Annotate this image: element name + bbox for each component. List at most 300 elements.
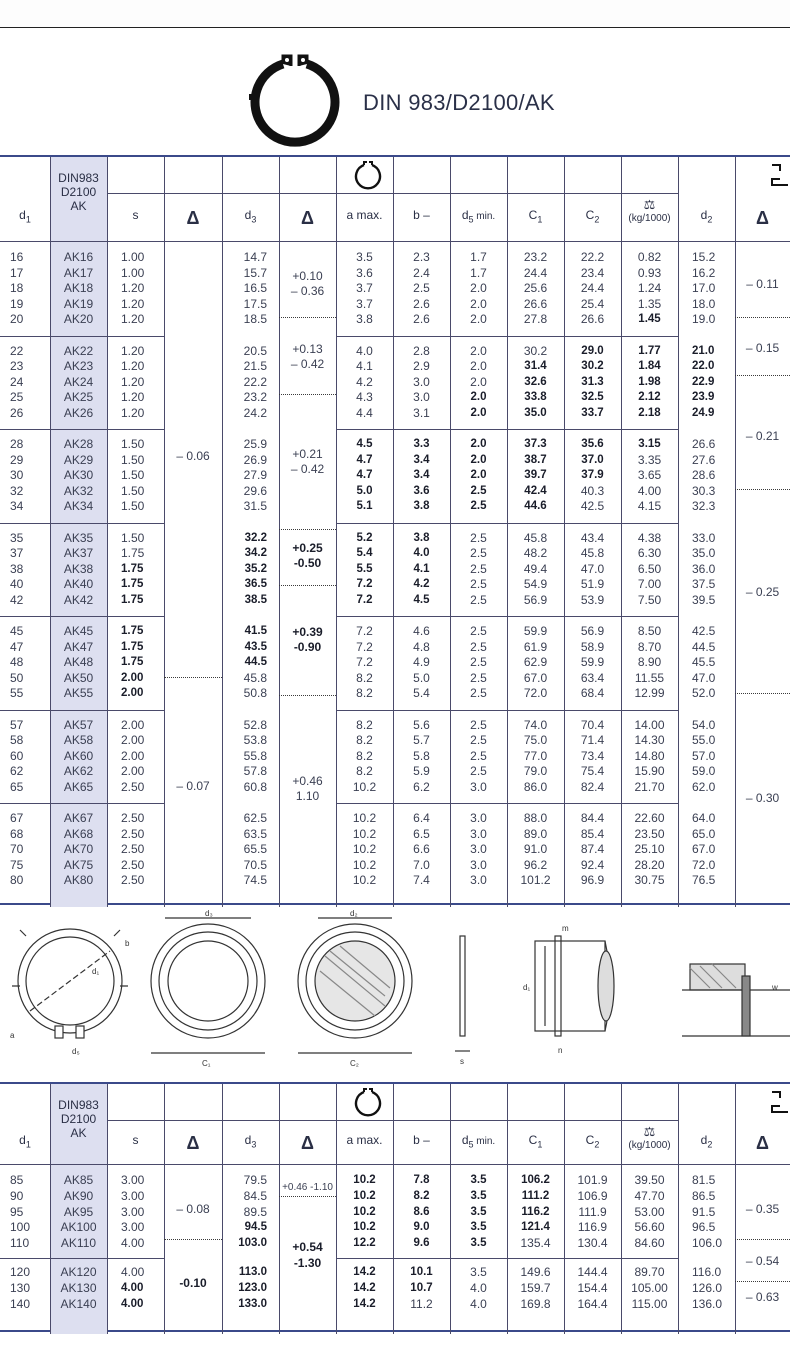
cell-b: 6.6: [413, 842, 430, 856]
cell-a: 4.3: [356, 390, 373, 404]
cell-d5: 3.5: [470, 1189, 487, 1202]
cell-d5: 2.5: [470, 670, 487, 685]
cell-d3: 50.8: [243, 686, 267, 700]
col-header-d1: [0, 1133, 50, 1149]
cell-d2: 21.0: [692, 344, 715, 357]
cell-d3: 17.5: [243, 296, 267, 311]
cell-c2: 130.4: [577, 1236, 608, 1251]
cell-b: 2.5: [413, 281, 430, 295]
cell-s: 1.50: [121, 530, 145, 545]
label-a: a: [10, 1031, 15, 1040]
cell-a: 5.1: [356, 500, 373, 512]
cell-w: 11.55: [634, 670, 665, 685]
cell-c1: 44.6: [524, 500, 547, 512]
cell-a: 3.8: [356, 312, 373, 326]
cell-c2: 29.0: [581, 344, 604, 357]
cell-c2: 106.9: [577, 1188, 608, 1203]
column-divider: [393, 157, 394, 907]
col-header-d1-sub: 1: [25, 1139, 31, 1150]
cell-w: 21.70: [634, 779, 665, 794]
cell-b: 10.7: [410, 1281, 433, 1294]
cell-c1: 56.9: [523, 592, 548, 607]
cell-a: 10.2: [352, 857, 377, 872]
cell-d5: 3.5: [470, 1237, 487, 1250]
s-tolerance: -0.10: [179, 1276, 207, 1290]
cell-b: 6.5: [413, 826, 430, 841]
cell-ak: AK29: [63, 452, 94, 467]
cell-w: 47.70: [634, 1188, 665, 1203]
col-header-delta-d3: Δ: [301, 208, 314, 228]
cell-ak: AK37: [63, 546, 94, 560]
label-w: w: [772, 983, 778, 992]
cell-d2: 17.0: [692, 281, 716, 295]
cell-d1: 110: [10, 1236, 30, 1251]
cell-d1: 85: [10, 1173, 24, 1187]
cell-d3: 25.9: [243, 437, 267, 451]
cell-c2: 116.9: [577, 1220, 608, 1235]
cell-d5: 2.5: [470, 764, 487, 778]
cell-a: 10.2: [352, 811, 377, 825]
cell-b: 9.6: [413, 1237, 430, 1250]
cell-w: 14.80: [634, 748, 665, 763]
dimension-table-1: [0, 155, 790, 905]
cell-d5: 2.0: [470, 453, 487, 466]
cell-ak: AK47: [63, 639, 94, 654]
cell-a: 10.2: [352, 873, 377, 887]
cell-d1: 62: [10, 764, 24, 778]
cell-c1: 61.9: [523, 639, 548, 654]
cell-d5: 2.5: [470, 530, 487, 545]
cell-d2: 57.0: [692, 748, 716, 763]
cell-c1: 89.0: [523, 826, 548, 841]
cell-s: 4.00: [121, 1265, 145, 1279]
d3-tolerance: -1.30: [293, 1256, 322, 1270]
cell-c2: 26.6: [580, 312, 605, 326]
cell-b: 3.8: [413, 531, 430, 544]
cell-d3: 16.5: [243, 281, 267, 295]
cell-d2: 106.0: [692, 1236, 723, 1251]
col-header-delta-d3: Δ: [301, 1133, 314, 1153]
cell-s: 1.50: [121, 437, 145, 451]
cell-s: 1.75: [121, 640, 144, 653]
d2-tolerance-divider: [735, 693, 790, 694]
cell-b: 3.8: [413, 500, 430, 512]
group-divider: [0, 710, 164, 711]
cell-a: 3.7: [356, 281, 373, 295]
cell-s: 2.00: [121, 671, 144, 684]
cell-d5: 2.0: [470, 469, 487, 481]
cell-a: 8.2: [356, 686, 373, 700]
cell-d2: 81.5: [692, 1173, 716, 1187]
cell-c2: 73.4: [580, 748, 605, 763]
cell-w: 7.50: [637, 592, 662, 607]
cell-d3: 74.5: [243, 873, 267, 887]
cell-w: 8.90: [637, 655, 662, 669]
cell-d3: 29.6: [243, 483, 267, 498]
groove-header-icon: [770, 159, 790, 189]
col-header-d1: [0, 208, 50, 224]
cell-ak: AK25: [63, 390, 94, 404]
cell-s: 1.50: [121, 483, 145, 498]
cell-ak: AK68: [63, 826, 94, 841]
col-header-d5: [450, 1133, 507, 1149]
cell-s: 2.00: [121, 748, 145, 763]
cell-d2: 26.6: [692, 437, 716, 451]
cell-s: 1.20: [121, 359, 145, 373]
cell-d3: 32.2: [244, 531, 267, 544]
cell-b: 3.1: [413, 405, 430, 420]
weight-unit: (kg/1000): [628, 213, 671, 224]
cell-c2: 31.3: [581, 375, 604, 388]
cell-ak: AK26: [63, 405, 94, 420]
cell-ak: AK90: [63, 1188, 94, 1203]
d3-tolerance: [279, 774, 336, 804]
d3-tolerance: +0.54: [292, 1240, 323, 1254]
cell-w: 3.15: [638, 438, 661, 450]
label-d1: d₁: [92, 967, 100, 976]
col-header-s: s: [132, 208, 139, 222]
cell-b: 2.6: [413, 296, 430, 311]
cell-d3: 26.9: [243, 452, 267, 467]
cell-d2: 30.3: [692, 483, 716, 498]
cell-c2: 70.4: [580, 717, 605, 732]
cell-d3: 24.2: [243, 405, 267, 420]
cell-w: 56.60: [634, 1220, 665, 1235]
cell-c2: 68.4: [580, 686, 605, 700]
cell-ak: AK19: [63, 296, 94, 311]
cell-w: 14.00: [634, 717, 665, 732]
cell-d1: 75: [10, 857, 24, 872]
d2-tolerance: – 0.54: [745, 1254, 780, 1268]
cell-w: 2.18: [638, 406, 661, 419]
d2-tolerance: – 0.11: [746, 277, 779, 291]
cell-a: 10.2: [353, 1221, 376, 1234]
cell-d2: 126.0: [692, 1280, 723, 1295]
cell-b: 6.2: [413, 779, 430, 794]
group-divider: [0, 336, 164, 337]
cell-c1: 79.0: [523, 764, 548, 778]
cell-d1: 67: [10, 811, 24, 825]
d3-tolerance-divider: [279, 695, 336, 696]
cell-c1: 37.3: [524, 438, 547, 450]
cell-d5: 2.0: [470, 438, 487, 450]
cell-w: 1.45: [638, 313, 661, 325]
cell-c2: 63.4: [580, 670, 605, 685]
cell-d3: 18.5: [243, 312, 267, 326]
cell-c2: 25.4: [580, 296, 605, 311]
cell-ak: AK17: [63, 265, 94, 280]
cell-ak: AK18: [63, 281, 94, 295]
s-tolerance-divider: [164, 1239, 222, 1240]
cell-d2: 65.0: [692, 826, 716, 841]
cell-w: 6.30: [637, 546, 662, 560]
col-header-d2: [678, 1133, 735, 1149]
cell-d3: 103.0: [238, 1237, 267, 1250]
cell-d3: 55.8: [243, 748, 267, 763]
cell-ak: AK50: [63, 670, 94, 685]
col-header-c2-sub: 2: [594, 214, 600, 225]
cell-d5: 2.5: [470, 577, 487, 591]
col-header-delta-s: Δ: [186, 1133, 200, 1153]
cell-c1: 39.7: [524, 469, 547, 481]
cell-d3: 84.5: [243, 1188, 267, 1203]
cell-d5: 2.5: [470, 624, 487, 638]
cell-d1: 50: [10, 670, 24, 685]
cell-d2: 28.6: [692, 468, 716, 482]
cell-s: 2.50: [121, 857, 145, 872]
cell-a: 8.2: [356, 733, 373, 747]
cell-d5: 3.0: [470, 857, 487, 872]
cell-w: 23.50: [634, 826, 665, 841]
d2-tolerance: – 0.21: [745, 429, 780, 443]
cell-ak: AK65: [63, 779, 94, 794]
cell-s: 2.00: [121, 764, 145, 778]
cell-d3: 63.5: [243, 826, 267, 841]
cell-d3: 20.5: [243, 343, 267, 358]
cell-ak: AK45: [63, 624, 94, 638]
cell-c2: 56.9: [580, 624, 605, 638]
col-header-d2-sub: 2: [707, 1139, 713, 1150]
group-divider: [0, 429, 164, 430]
cell-c1: 101.2: [520, 873, 551, 887]
cell-w: 14.30: [634, 733, 665, 747]
cell-d3: 35.2: [244, 562, 267, 575]
cell-d5: 2.5: [470, 717, 487, 732]
cell-ak: AK16: [63, 250, 94, 264]
cell-d1: 38: [10, 561, 24, 576]
cell-c1: 149.6: [520, 1265, 551, 1279]
cell-d1: 23: [10, 359, 24, 373]
cell-c1: 35.0: [524, 406, 547, 419]
cell-ak: AK35: [63, 530, 94, 545]
cell-b: 5.8: [413, 748, 430, 763]
cell-d1: 28: [10, 437, 24, 451]
d2-tolerance-divider: [735, 375, 790, 376]
cell-d2: 45.5: [692, 655, 716, 669]
cell-d3: 133.0: [238, 1297, 267, 1310]
d2-tolerance-divider: [735, 1281, 790, 1282]
col-header-b: b –: [413, 208, 430, 222]
cell-a: 3.6: [356, 265, 373, 280]
label-d3: d₃: [205, 909, 213, 918]
cell-s: 1.20: [121, 405, 145, 420]
din-label-2: AK: [70, 1126, 87, 1140]
cell-c2: 82.4: [580, 779, 605, 794]
cell-d2: 15.2: [692, 250, 716, 264]
cell-s: 2.50: [121, 779, 145, 794]
cell-s: 4.00: [121, 1236, 145, 1251]
cell-s: 1.75: [121, 578, 144, 590]
cell-d5: 2.0: [470, 343, 487, 358]
column-divider: [678, 1084, 679, 1334]
d3-tolerance-divider: [279, 317, 336, 318]
cell-d1: 17: [10, 265, 24, 280]
cell-d2: 47.0: [692, 670, 716, 685]
col-header-weight: [621, 1124, 678, 1151]
cell-d3: 38.5: [244, 593, 267, 606]
cell-c1: 91.0: [523, 842, 548, 856]
cell-b: 2.8: [413, 343, 430, 358]
cell-a: 8.2: [356, 764, 373, 778]
column-divider: [564, 157, 565, 907]
circlip-header-icon: [353, 1088, 383, 1118]
cell-b: 4.8: [413, 639, 430, 654]
cell-s: 4.00: [121, 1281, 144, 1294]
cell-c2: 40.3: [580, 483, 605, 498]
cell-d1: 95: [10, 1204, 24, 1219]
cell-d2: 27.6: [692, 452, 716, 467]
cell-d1: 80: [10, 873, 24, 887]
cell-ak: AK24: [63, 374, 94, 389]
cell-b: 4.9: [413, 655, 430, 669]
cell-c2: 92.4: [580, 857, 605, 872]
cell-s: 1.00: [121, 250, 145, 264]
page-title: DIN 983/D2100/AK: [363, 90, 555, 115]
cell-w: 4.00: [637, 483, 662, 498]
cell-w: 4.38: [637, 530, 662, 545]
installed-section-drawing: [682, 964, 790, 1036]
cell-w: 3.65: [637, 468, 662, 482]
col-header-d2-main: d: [700, 208, 708, 222]
cell-b: 5.9: [413, 764, 430, 778]
cell-d1: 45: [10, 624, 24, 638]
cell-d3: 44.5: [244, 656, 267, 668]
s-tolerance: – 0.06: [176, 449, 210, 463]
cell-w: 4.15: [637, 499, 662, 513]
cell-s: 1.75: [121, 593, 144, 606]
cell-s: 1.20: [121, 343, 145, 358]
cell-d1: 140: [10, 1296, 31, 1311]
cell-b: 7.8: [413, 1174, 430, 1186]
cell-w: 1.77: [638, 344, 661, 357]
cell-a: 12.2: [353, 1237, 376, 1250]
label-d2: d₂: [350, 909, 358, 918]
cell-s: 1.75: [121, 546, 145, 560]
cell-c1: 74.0: [523, 717, 548, 732]
col-header-c2: [564, 208, 621, 224]
cell-d5: 2.5: [470, 546, 487, 560]
label-d5: d₅: [72, 1047, 80, 1056]
col-header-d2: [678, 208, 735, 224]
cell-d2: 55.0: [692, 733, 716, 747]
cell-d2: 42.5: [692, 624, 716, 638]
cell-c2: 23.4: [580, 265, 605, 280]
cell-ak: AK20: [63, 312, 94, 326]
col-header-d3-sub: 3: [251, 1139, 257, 1150]
d2-tolerance-divider: [735, 489, 790, 490]
cell-c1: 86.0: [523, 779, 548, 794]
cell-c1: 159.7: [520, 1280, 551, 1295]
cell-c2: 53.9: [580, 592, 605, 607]
label-c1: C₁: [202, 1059, 211, 1068]
cell-c1: 121.4: [521, 1221, 550, 1234]
cell-a: 5.0: [356, 484, 373, 497]
cell-c1: 25.6: [523, 281, 548, 295]
cell-a: 10.2: [352, 826, 377, 841]
cell-c1: 32.6: [524, 375, 547, 388]
col-header-d3: [222, 208, 279, 224]
shaft-groove-drawing: [535, 936, 614, 1036]
cell-d2: 91.5: [692, 1204, 716, 1219]
cell-d3: 23.2: [243, 390, 267, 404]
cell-d3: 62.5: [243, 811, 267, 825]
cell-w: 89.70: [634, 1265, 665, 1279]
cell-c2: 58.9: [580, 639, 605, 654]
col-header-delta-s: Δ: [186, 208, 200, 228]
cell-c2: 96.9: [580, 873, 605, 887]
cell-w: 115.00: [631, 1296, 668, 1311]
cell-s: 2.00: [121, 687, 144, 699]
cell-ak: AK55: [63, 686, 94, 700]
cell-s: 2.50: [121, 826, 145, 841]
cell-d3: 123.0: [238, 1281, 267, 1294]
cell-a: 8.2: [356, 748, 373, 763]
column-divider: [164, 157, 165, 907]
cell-ak: AK130: [60, 1280, 97, 1295]
d3-tolerance-line: -0.50: [293, 556, 322, 570]
cell-c2: 101.9: [577, 1173, 608, 1187]
cell-s: 1.20: [121, 281, 145, 295]
cell-a: 5.5: [356, 562, 373, 575]
cell-s: 1.20: [121, 312, 145, 326]
circlip-drawings: [0, 906, 790, 1076]
cell-d3: 65.5: [243, 842, 267, 856]
cell-w: 1.84: [638, 360, 661, 372]
cell-b: 3.0: [413, 374, 430, 389]
cell-d5: 3.5: [470, 1174, 487, 1186]
cell-d3: 15.7: [243, 265, 267, 280]
cell-ak: AK100: [60, 1220, 97, 1235]
cell-c1: 30.2: [523, 343, 548, 358]
ring-hatched-drawing: [298, 918, 412, 1053]
cell-ak: AK60: [63, 748, 94, 763]
cell-ak: AK110: [60, 1236, 97, 1251]
cell-d1: 37: [10, 546, 24, 560]
cell-d2: 37.5: [692, 577, 716, 591]
cell-d2: 72.0: [692, 857, 716, 872]
cell-d1: 42: [10, 592, 24, 607]
cell-s: 3.00: [121, 1220, 145, 1235]
top-bar: [0, 0, 790, 28]
d2-tolerance: – 0.15: [745, 341, 780, 355]
cell-s: 2.00: [121, 733, 145, 747]
cell-c2: 111.9: [578, 1204, 607, 1219]
cell-c2: 85.4: [580, 826, 605, 841]
cell-a: 3.7: [356, 296, 373, 311]
col-header-d1-main: d: [19, 1133, 26, 1147]
cell-d3: 34.2: [244, 547, 267, 559]
d3-tolerance: [279, 625, 336, 655]
cell-b: 5.0: [413, 670, 430, 685]
weight-icon: ⚖: [643, 197, 656, 212]
cell-d1: 68: [10, 826, 24, 841]
cell-d2: 19.0: [692, 312, 716, 326]
cell-ak: AK30: [63, 468, 94, 482]
col-header-d3-main: d: [244, 1133, 252, 1147]
d3-tolerance-divider: [279, 529, 336, 530]
cell-ak: AK75: [63, 857, 94, 872]
column-divider: [107, 157, 108, 907]
d2-tolerance: – 0.63: [745, 1290, 780, 1304]
cell-d5: 4.0: [470, 1280, 487, 1295]
column-divider: [621, 157, 622, 907]
cell-c1: 116.2: [521, 1205, 550, 1218]
cell-c2: 32.5: [581, 391, 604, 403]
cell-a: 5.4: [356, 547, 373, 559]
d3-tolerance-line: 1.10: [295, 789, 320, 803]
d3-tolerance-line: +0.39: [292, 625, 323, 639]
cell-d3: 14.7: [243, 250, 267, 264]
